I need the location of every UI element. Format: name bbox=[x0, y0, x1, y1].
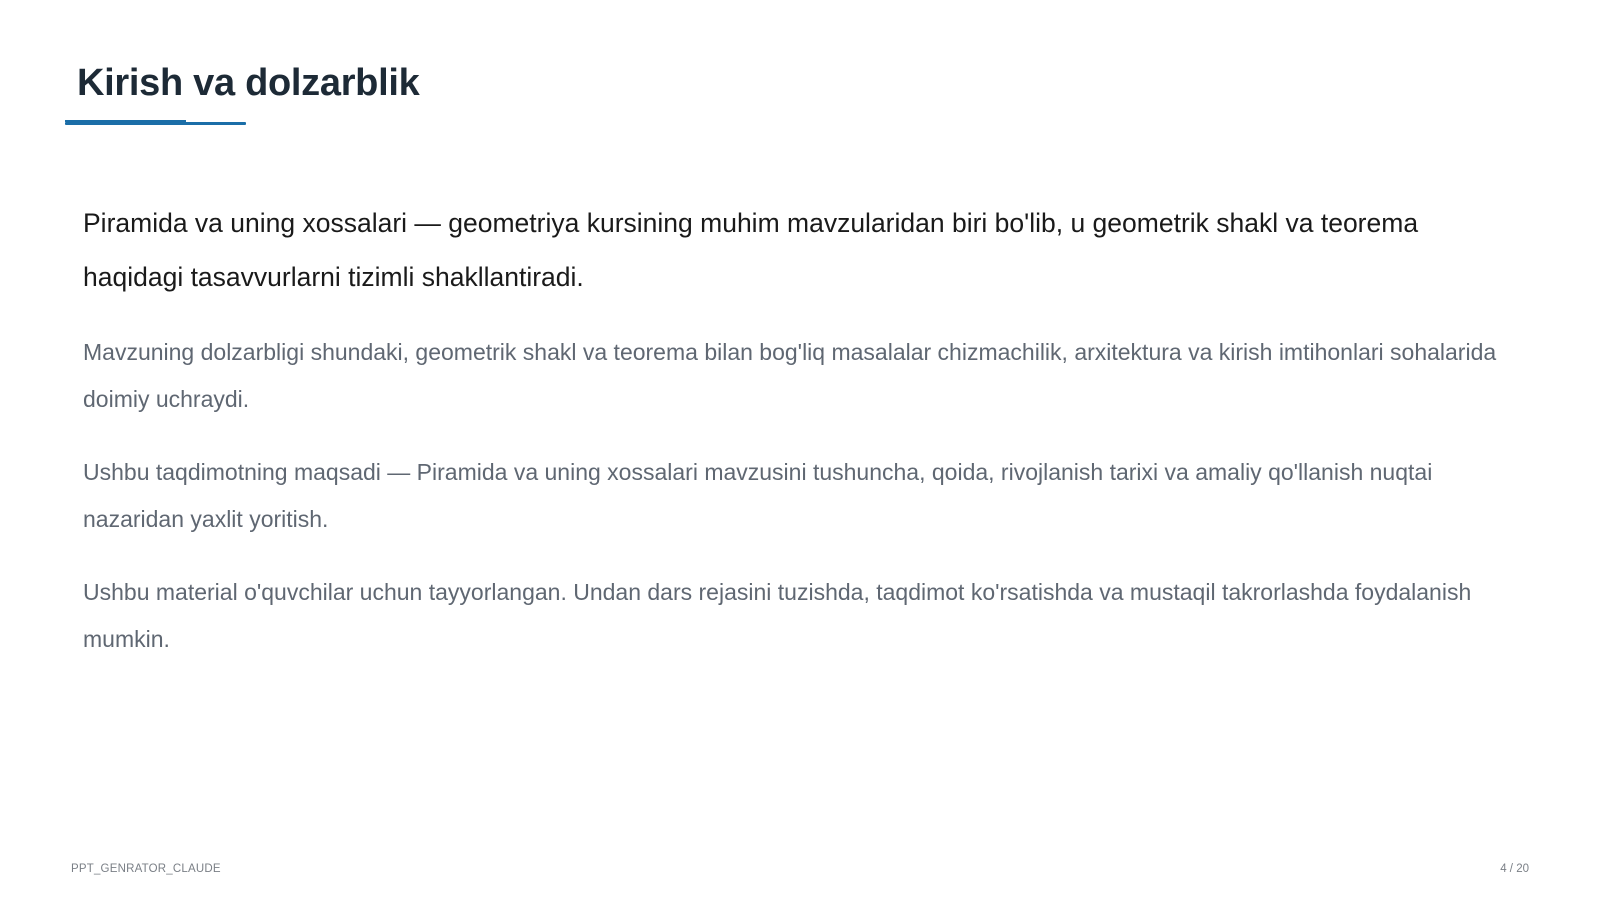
page-indicator: 4 / 20 bbox=[1500, 863, 1529, 875]
body-paragraph-audience: Ushbu material o'quvchilar uchun tayyorlangan. Undan dars rejasini tuzishda, taqdimot ko'rsatishda va mustaqil takrorlashda foydalanish mumkin. bbox=[83, 579, 1472, 652]
body-paragraph-relevance: Mavzuning dolzarbligi shundaki, geometrik shakl va teorema bilan bog'liq masalalar chizmachilik, arxitektura va kirish imtihonlari sohalarida doimiy uchraydi. bbox=[83, 339, 1497, 412]
lead-paragraph: Piramida va uning xossalari — geometriya kursining muhim mavzularidan biri bo'lib, u geometrik shakl va teorema haqidagi tasavvurlarni tizimli shakllantiradi. bbox=[83, 208, 1419, 292]
footer-generator-label: PPT_GENRATOR_CLAUDE bbox=[71, 863, 221, 875]
title-underline bbox=[65, 122, 246, 125]
body-paragraph-goal: Ushbu taqdimotning maqsadi — Piramida va uning xossalari mavzusini tushuncha, qoida, rivojlanish tarixi va amaliy qo'llanish nuqtai nazaridan yaxlit yoritish. bbox=[83, 459, 1433, 532]
slide-title: Kirish va dolzarblik bbox=[77, 62, 420, 104]
